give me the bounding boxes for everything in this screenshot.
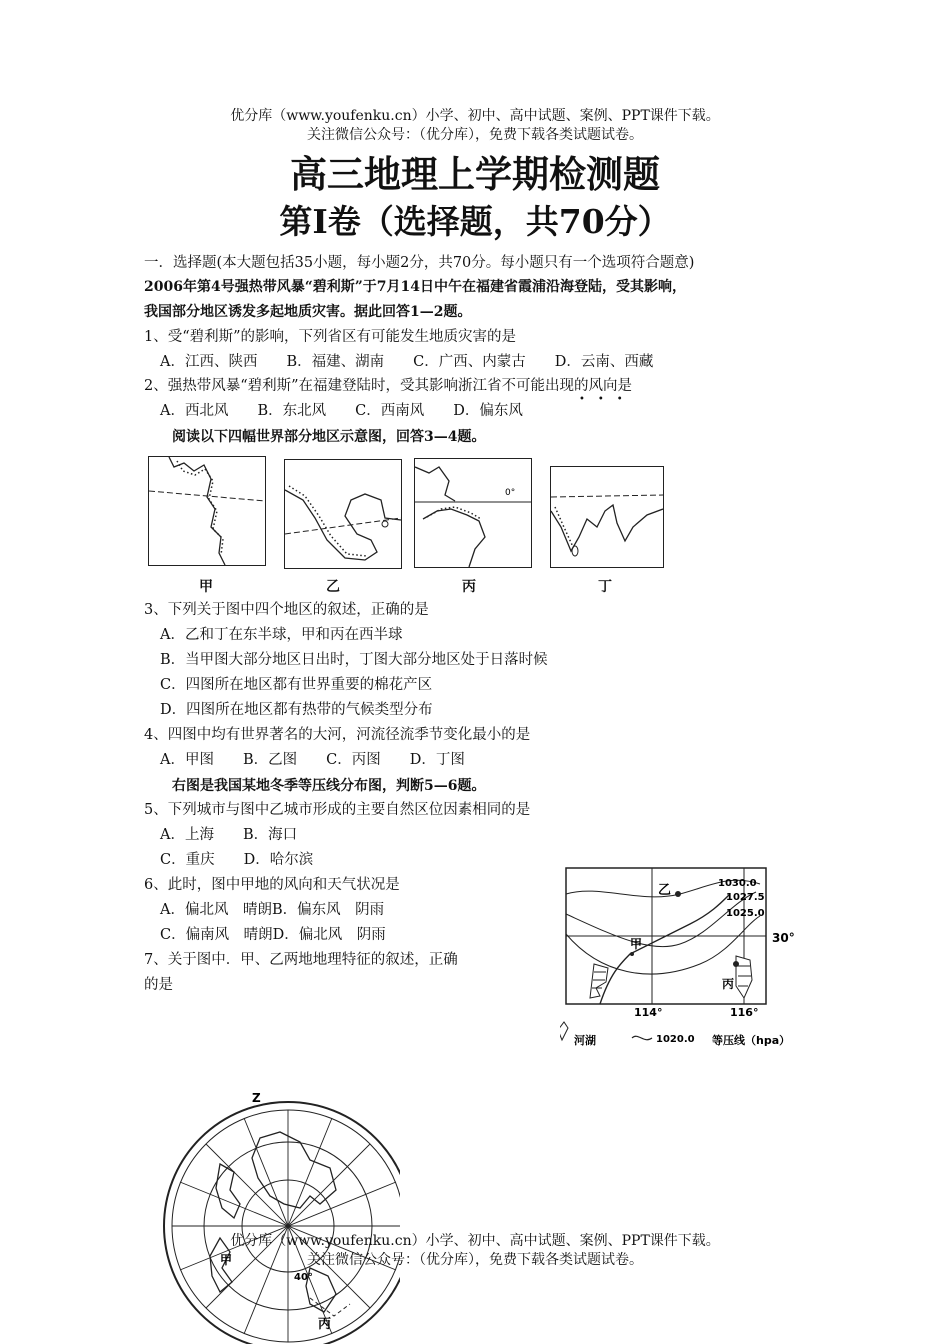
- isobar-label-1027: 1027.5: [726, 892, 765, 903]
- q4-stem: 4、四图中均有世界著名的大河，河流径流季节变化最小的是: [144, 727, 531, 743]
- footer-line-1: 优分库（www.youfenku.cn）小学、初中、高中试题、案例、PPT课件下载。: [230, 1233, 720, 1249]
- isobar-legend-icon: [632, 1036, 652, 1039]
- latitude-label: 30°: [772, 931, 795, 945]
- q6-options-cd: C．偏南风 晴朗D．偏北风 阴雨: [160, 927, 386, 943]
- q2-options: A．西北风 B．东北风 C．西南风 D．偏东风: [160, 403, 523, 419]
- isobar-map: [560, 864, 810, 1054]
- intro-1-line-2: 我国部分地区诱发多起地质灾害。据此回答1—2题。: [144, 304, 472, 320]
- map-label-ding: 丁: [598, 579, 612, 595]
- q5-stem: 5、下列城市与图中乙城市形成的主要自然区位因素相同的是: [144, 802, 531, 818]
- polar-label-bing: 丙: [318, 1317, 332, 1332]
- longitude-label-114: 114°: [634, 1006, 663, 1019]
- place-jia: 甲: [630, 937, 643, 951]
- isobar-label-1025: 1025.0: [726, 908, 765, 919]
- map-label-bing: 丙: [462, 579, 476, 595]
- map-jia-drawing: [149, 457, 265, 565]
- intro-1-line-1: 2006年第4号强热带风暴“碧利斯”于7月14日中午在福建省霞浦沿海登陆，受其影响，: [144, 279, 687, 295]
- q3-stem: 3、下列关于图中四个地区的叙述，正确的是: [144, 602, 429, 618]
- map-label-yi: 乙: [326, 579, 340, 595]
- footer-line-2: 关注微信公众号：（优分库），免费下载各类试题试卷。: [307, 1252, 643, 1268]
- polar-label-40: 40°: [294, 1272, 313, 1283]
- q1-options: A．江西、陕西 B．福建、湖南 C．广西、内蒙古 D．云南、西藏: [160, 354, 654, 370]
- q2-stem: 2、强热带风暴“碧利斯”在福建登陆时，受其影响浙江省不可能出现的风向是: [144, 378, 633, 394]
- intro-3: 右图是我国某地冬季等压线分布图，判断5—6题。: [172, 778, 486, 794]
- header-line-2: 关注微信公众号：（优分库），免费下载各类试题试卷。: [307, 127, 643, 143]
- q7-stem-line-2: 的是: [144, 977, 173, 993]
- map-ding: [550, 466, 664, 568]
- q7-stem-line-1: 7、关于图中．甲、乙两地地理特征的叙述，正确: [144, 952, 458, 968]
- q1-stem: 1、受“碧利斯”的影响，下列省区有可能发生地质灾害的是: [144, 329, 517, 345]
- map-bing-drawing: [415, 459, 531, 567]
- equator-label: 0°: [505, 488, 516, 498]
- q3-option-c: C．四图所在地区都有世界重要的棉花产区: [160, 677, 433, 693]
- q3-option-b: B．当甲图大部分地区日出时，丁图大部分地区处于日落时候: [160, 652, 548, 668]
- q4-options: A．甲图 B．乙图 C．丙图 D．丁图: [160, 752, 465, 768]
- emphasis-dots: •••: [579, 394, 636, 405]
- map-yi: [284, 459, 402, 569]
- map-label-jia: 甲: [199, 579, 213, 595]
- place-bing: 丙: [722, 977, 735, 991]
- map-bing: [414, 458, 532, 568]
- legend-isobar-value: 1020.0: [656, 1034, 695, 1045]
- map-jia: [148, 456, 266, 566]
- page-title: 高三地理上学期检测题: [290, 152, 660, 196]
- q5-options-cd: C．重庆 D．哈尔滨: [160, 852, 314, 868]
- isobar-label-1030: 1030.0: [718, 878, 757, 889]
- section-heading: 一．选择题(本大题包括35小题，每小题2分，共70分。每小题只有一个选项符合题意): [144, 255, 695, 271]
- q3-option-d: D．四图所在地区都有热带的气候类型分布: [160, 702, 433, 718]
- lake-legend-icon: [560, 1022, 568, 1040]
- legend-lake-label: 河湖: [574, 1034, 596, 1047]
- q3-option-a: A．乙和丁在东半球，甲和丙在西半球: [160, 627, 403, 643]
- map-ding-drawing: [551, 467, 663, 567]
- page-subtitle: 第Ⅰ卷（选择题，共70分）: [279, 202, 671, 241]
- intro-2: 阅读以下四幅世界部分地区示意图，回答3—4题。: [172, 429, 486, 445]
- q6-stem: 6、此时，图中甲地的风向和天气状况是: [144, 877, 400, 893]
- header-line-1: 优分库（www.youfenku.cn）小学、初中、高中试题、案例、PPT课件下载。: [230, 108, 720, 124]
- q5-options-ab: A．上海 B．海口: [160, 827, 298, 843]
- map-yi-drawing: [285, 460, 401, 568]
- polar-map: [160, 1068, 400, 1344]
- place-yi: 乙: [658, 883, 672, 898]
- q6-options-ab: A．偏北风 晴朗B．偏东风 阴雨: [160, 902, 385, 918]
- legend-isobar-label: 等压线（hpa）: [712, 1034, 791, 1047]
- polar-label-jia: 甲: [220, 1253, 233, 1267]
- longitude-label-116: 116°: [730, 1006, 759, 1019]
- polar-label-yi: Z: [252, 1091, 261, 1105]
